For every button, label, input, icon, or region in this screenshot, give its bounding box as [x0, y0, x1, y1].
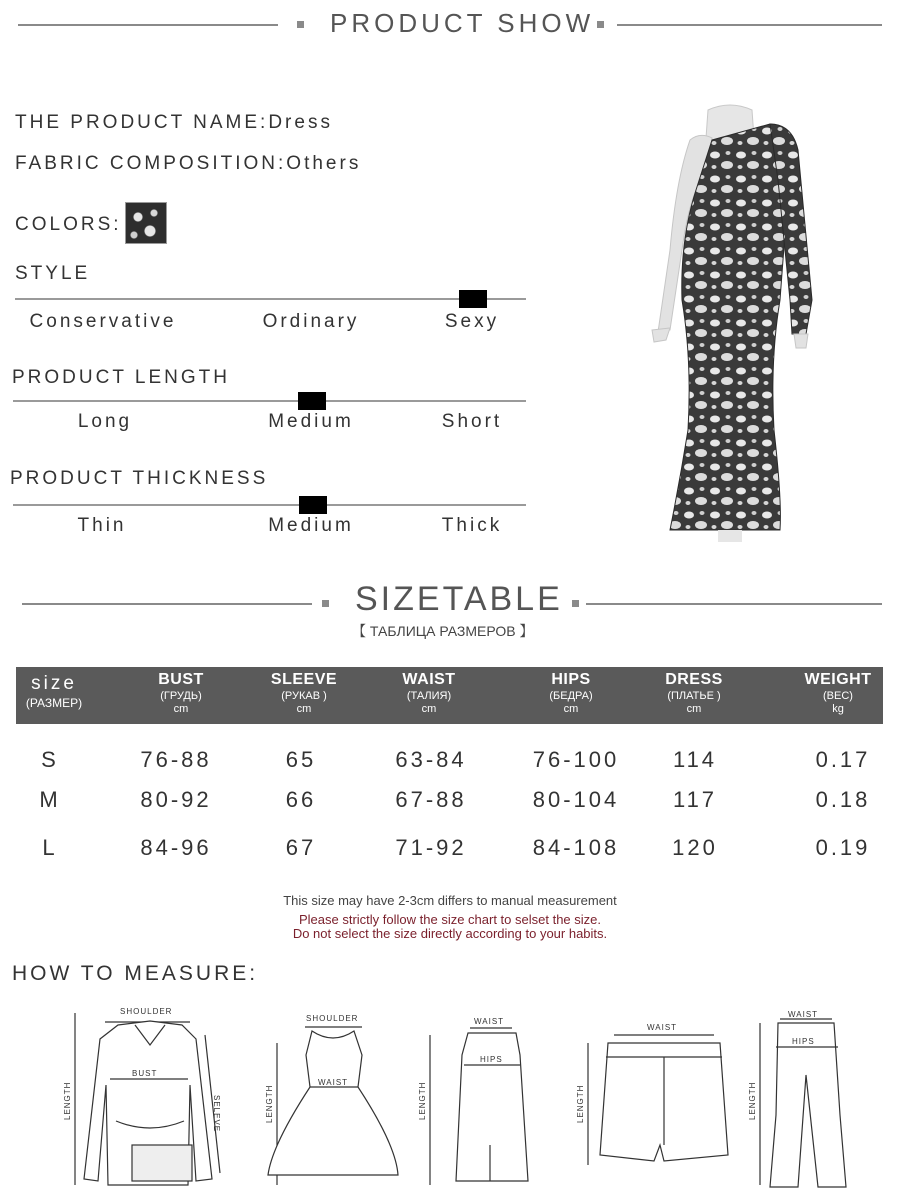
length-option-long: Long: [77, 411, 133, 432]
header-title: PRODUCT SHOW: [330, 8, 595, 38]
dress-waist-label: WAIST: [318, 1078, 349, 1087]
length-slider-knob[interactable]: [298, 392, 326, 410]
length-option-medium: Medium: [268, 411, 354, 432]
shorts-waist-label: WAIST: [647, 1023, 678, 1032]
style-slider-knob[interactable]: [459, 290, 487, 308]
how-to-measure-title: HOW TO MEASURE:: [12, 962, 259, 985]
col-weight: WEIGHT (ВЕС) kg: [804, 671, 872, 715]
pants-waist-label: WAIST: [788, 1010, 819, 1019]
col-hips: HIPS (БЕДРА) cm: [549, 671, 593, 715]
skirt-length-label: LENGTH: [418, 1081, 427, 1120]
jacket-bust-label: BUST: [132, 1069, 158, 1078]
header-dot-right: [597, 21, 604, 28]
col-waist: WAIST (ТАЛИЯ) cm: [402, 671, 456, 715]
skirt-hips-label: HIPS: [480, 1055, 503, 1064]
product-name: THE PRODUCT NAME:Dress: [15, 112, 333, 133]
style-label: STYLE: [15, 263, 91, 284]
pants-hips-label: HIPS: [792, 1037, 815, 1046]
measure-diagrams: [0, 995, 900, 1195]
header-dot-left: [297, 21, 304, 28]
header-line-right: [617, 24, 882, 26]
warning-note-2: Do not select the size directly according to your habits.: [292, 926, 608, 941]
sizetable-line-left: [22, 603, 312, 605]
fabric-composition: FABRIC COMPOSITION:Others: [15, 153, 362, 174]
colors-label: COLORS:: [15, 214, 122, 235]
jacket-sleeve-label: SELEVE: [212, 1095, 221, 1133]
sizetable-title: SIZETABLE: [355, 580, 563, 618]
jacket-length-label: LENGTH: [63, 1081, 72, 1120]
warning-note-1: Please strictly follow the size chart to selset the size.: [298, 912, 601, 927]
style-option-conservative: Conservative: [29, 311, 177, 332]
product-image: [630, 100, 830, 570]
pants-length-label: LENGTH: [748, 1081, 757, 1120]
skirt-waist-label: WAIST: [474, 1017, 505, 1026]
header-line-left: [18, 24, 278, 26]
style-option-sexy: Sexy: [444, 311, 500, 332]
length-option-short: Short: [441, 411, 503, 432]
col-dress: DRESS (ПЛАТЬЕ ) cm: [665, 671, 723, 715]
sizetable-dot-right: [572, 600, 579, 607]
shorts-length-label: LENGTH: [576, 1084, 585, 1123]
measurement-note: This size may have 2-3cm differs to manual measurement: [283, 893, 617, 908]
sizetable-dot-left: [322, 600, 329, 607]
style-slider-track: [15, 298, 526, 300]
sizetable-subtitle: 【 ТАБЛИЦА РАЗМЕРОВ 】: [352, 623, 534, 639]
col-size: size (РАЗМЕР): [25, 673, 83, 710]
thickness-slider-knob[interactable]: [299, 496, 327, 514]
thickness-option-thin: Thin: [77, 515, 127, 536]
jacket-shoulder-label: SHOULDER: [120, 1007, 173, 1016]
style-option-ordinary: Ordinary: [262, 311, 360, 332]
thickness-option-medium: Medium: [268, 515, 354, 536]
color-swatch-black[interactable]: [125, 202, 167, 244]
col-bust: BUST (ГРУДЬ) cm: [158, 671, 204, 715]
dress-shoulder-label: SHOULDER: [306, 1014, 359, 1023]
sizetable-line-right: [586, 603, 882, 605]
thickness-option-thick: Thick: [441, 515, 503, 536]
dress-length-label: LENGTH: [265, 1084, 274, 1123]
thickness-label: PRODUCT THICKNESS: [10, 468, 269, 489]
col-sleeve: SLEEVE (РУКАВ ) cm: [270, 671, 338, 715]
length-label: PRODUCT LENGTH: [12, 367, 230, 388]
length-slider-track: [13, 400, 526, 402]
thickness-slider-track: [13, 504, 526, 506]
